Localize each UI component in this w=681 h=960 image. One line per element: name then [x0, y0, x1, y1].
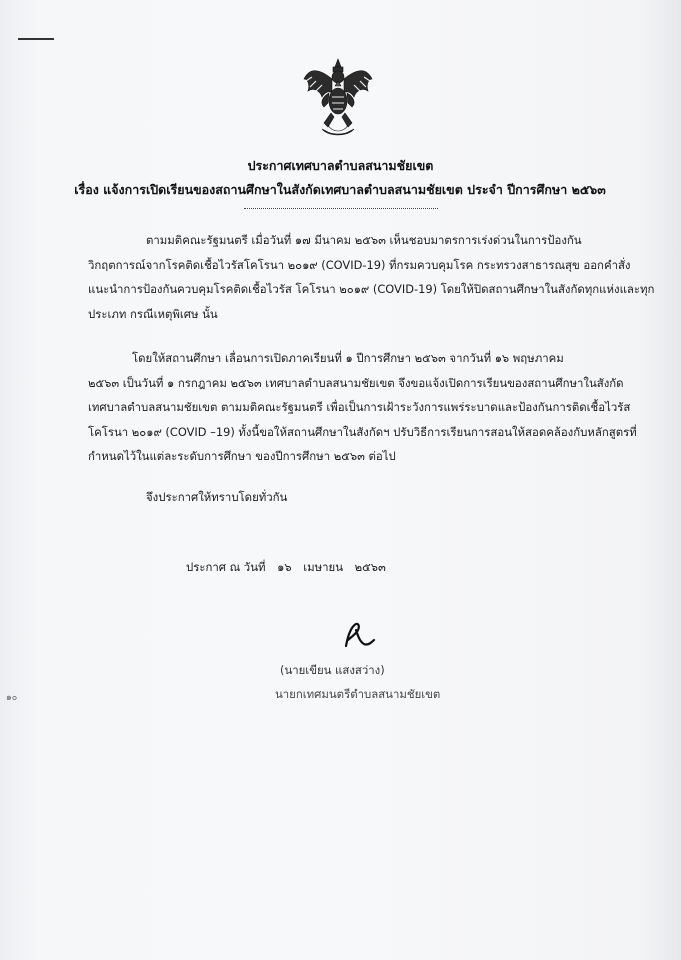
paragraph-2-line: กำหนดไว้ในแต่ละระดับการศึกษา ของปีการศึกษา ๒๕๖๓ ต่อไป — [88, 449, 396, 464]
margin-mark: ๑๐ — [6, 693, 18, 703]
paragraph-1 — [88, 228, 655, 326]
paragraph-1-line: วิกฤตการณ์จากโรคติดเชื้อไวรัสโคโรนา ๒๐๑๙ (COVID-19) ที่กรมควบคุมโรค กระทรวงสาธารณสุข ออกคำสั่ง — [88, 257, 631, 272]
paragraph-1-line: ประเภท กรณีเหตุพิเศษ นั้น — [88, 306, 218, 321]
paragraph-2-line: โดยให้สถานศึกษา เลื่อนการเปิดภาคเรียนที่ ๑ ปีการศึกษา ๒๕๖๓ จากวันที่ ๑๖ พฤษภาคม — [132, 351, 564, 365]
announcement-title: ประกาศเทศบาลตำบลสนามชัยเขต — [247, 158, 434, 173]
paragraph-2-line: โคโรนา ๒๐๑๙ (COVID –19) ทั้งนี้ขอให้สถานศึกษาในสังกัดฯ ปรับวิธีการเรียนการสอนให้สอดคล้องกับหลักสูตรที่ — [88, 424, 637, 439]
paragraph-2-line: ๒๕๖๓ เป็นวันที่ ๑ กรกฎาคม ๒๕๖๓ เทศบาลตำบลสนามชัยเขต จึงขอแจ้งเปิดการเรียนของสถานศึกษาในสังกัด — [88, 375, 624, 390]
paragraph-1-line: ตามมติคณะรัฐมนตรี เมื่อวันที่ ๑๗ มีนาคม ๒๕๖๓ เห็นชอบมาตรการเร่งด่วนในการป้องกัน — [146, 233, 582, 247]
handwritten-signature — [338, 620, 378, 650]
announcement-date — [186, 559, 394, 577]
closing-statement: จึงประกาศให้ทราบโดยทั่วกัน — [146, 490, 288, 504]
date-month: เมษายน — [303, 560, 343, 574]
date-day: ๑๖ — [277, 560, 292, 574]
paragraph-2 — [88, 346, 648, 469]
date-year: ๒๕๖๓ — [354, 560, 386, 574]
paragraph-2-line: เทศบาลตำบลสนามชัยเขต ตามมติคณะรัฐมนตรี เพื่อเป็นการเฝ้าระวังการแพร่ระบาดและป้องกันการติดเชื้อไวรัส — [88, 400, 631, 415]
paragraph-1-line: แนะนำการป้องกันควบคุมโรคติดเชื้อไวรัส โคโรนา ๒๐๑๙ (COVID-19) โดยให้ปิดสถานศึกษาในสังกัดทุกแห่งและทุก — [88, 282, 655, 297]
fold-mark — [18, 38, 54, 40]
separator-line — [244, 208, 438, 209]
garuda-emblem-icon — [302, 57, 374, 139]
signatory-name: (นายเขียน แสงสว่าง) — [280, 663, 385, 677]
announcement-subject: เรื่อง แจ้งการเปิดเรียนของสถานศึกษาในสังกัดเทศบาลตำบลสนามชัยเขต ประจำ ปีการศึกษา ๒๕๖๓ — [74, 182, 606, 197]
signatory-title: นายกเทศมนตรีตำบลสนามชัยเขต — [275, 687, 441, 701]
date-prefix: ประกาศ ณ วันที่ — [186, 560, 266, 574]
